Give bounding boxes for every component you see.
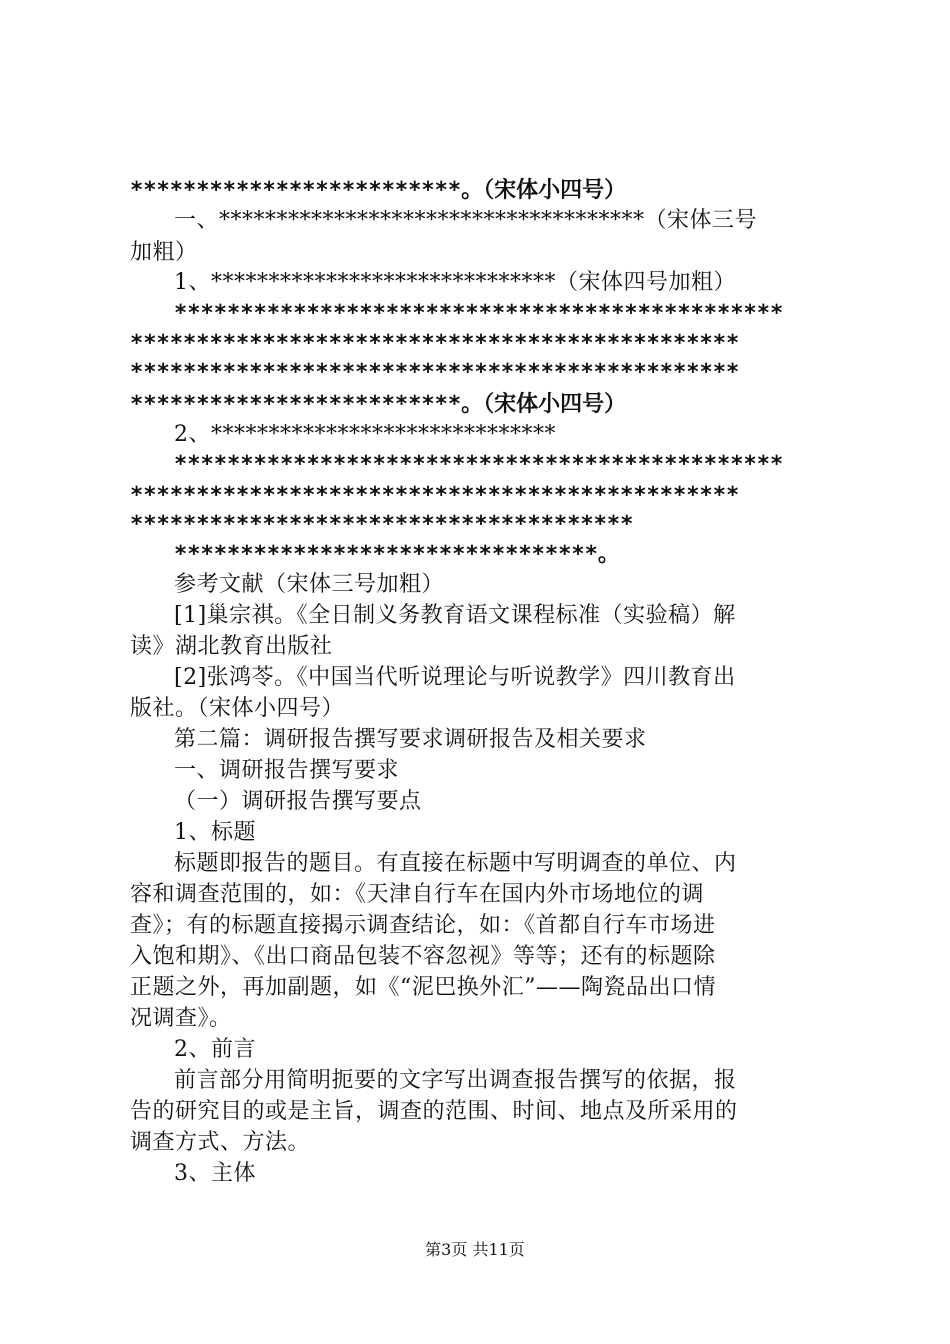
text-line: 容和调查范围的，如：《天津自行车在国内外市场地位的调 xyxy=(130,882,705,907)
text-line: ********************************************** xyxy=(174,452,784,477)
text-line: 3、主体 xyxy=(174,1161,256,1186)
text-line: 调查方式、方法。 xyxy=(130,1130,311,1155)
text-line: ********************************************** xyxy=(130,331,740,356)
text-line: 标题即报告的题目。有直接在标题中写明调查的单位、内 xyxy=(174,851,737,876)
text-line: 版社。（宋体小四号） xyxy=(130,696,345,721)
text-line: ********************************************** xyxy=(130,483,740,508)
text-line: *************************。（宋体小四号） xyxy=(130,392,627,417)
text-line: 1、******************************（宋体四号加粗） xyxy=(174,270,736,295)
text-line: 一、*************************************（宋体三号 xyxy=(174,208,758,233)
text-line: 加粗） xyxy=(130,240,198,265)
text-line: 2、前言 xyxy=(174,1037,256,1062)
text-line: 参考文献（宋体三号加粗） xyxy=(174,572,445,597)
text-line: *************************。（宋体小四号） xyxy=(130,178,627,203)
text-line: 入饱和期》、《出口商品包装不容忽视》等等；还有的标题除 xyxy=(130,944,716,969)
text-line: 2、****************************** xyxy=(174,422,556,447)
text-line: 一、调研报告撰写要求 xyxy=(174,758,400,783)
text-line: 前言部分用简明扼要的文字写出调查报告撰写的依据，报 xyxy=(174,1068,737,1093)
text-line: ********************************************** xyxy=(174,301,784,326)
text-line: 1、标题 xyxy=(174,820,256,845)
text-line: ************************************** xyxy=(130,512,634,537)
text-line: ********************************************** xyxy=(130,360,740,385)
text-line: [1]巢宗祺。《全日制义务教育语文课程标准（实验稿）解 xyxy=(174,603,736,628)
text-line: ********************************。 xyxy=(174,542,620,567)
text-line: 况调查》。 xyxy=(130,1006,232,1031)
text-line: 第二篇：调研报告撰写要求调研报告及相关要求 xyxy=(174,727,647,752)
page-footer: 第3页 共11页 xyxy=(425,1240,525,1259)
text-line: 查》；有的标题直接揭示调查结论，如：《首都自行车市场进 xyxy=(130,913,716,938)
text-line: （一）调研报告撰写要点 xyxy=(174,789,422,814)
text-line: [2]张鸿苓。《中国当代听说理论与听说教学》四川教育出 xyxy=(174,665,736,690)
text-line: 告的研究目的或是主旨，调查的范围、时间、地点及所采用的 xyxy=(130,1099,738,1124)
text-line: 读》湖北教育出版社 xyxy=(130,634,333,659)
text-line: 正题之外，再加副题，如《“泥巴换外汇”——陶瓷品出口情 xyxy=(130,975,716,1000)
